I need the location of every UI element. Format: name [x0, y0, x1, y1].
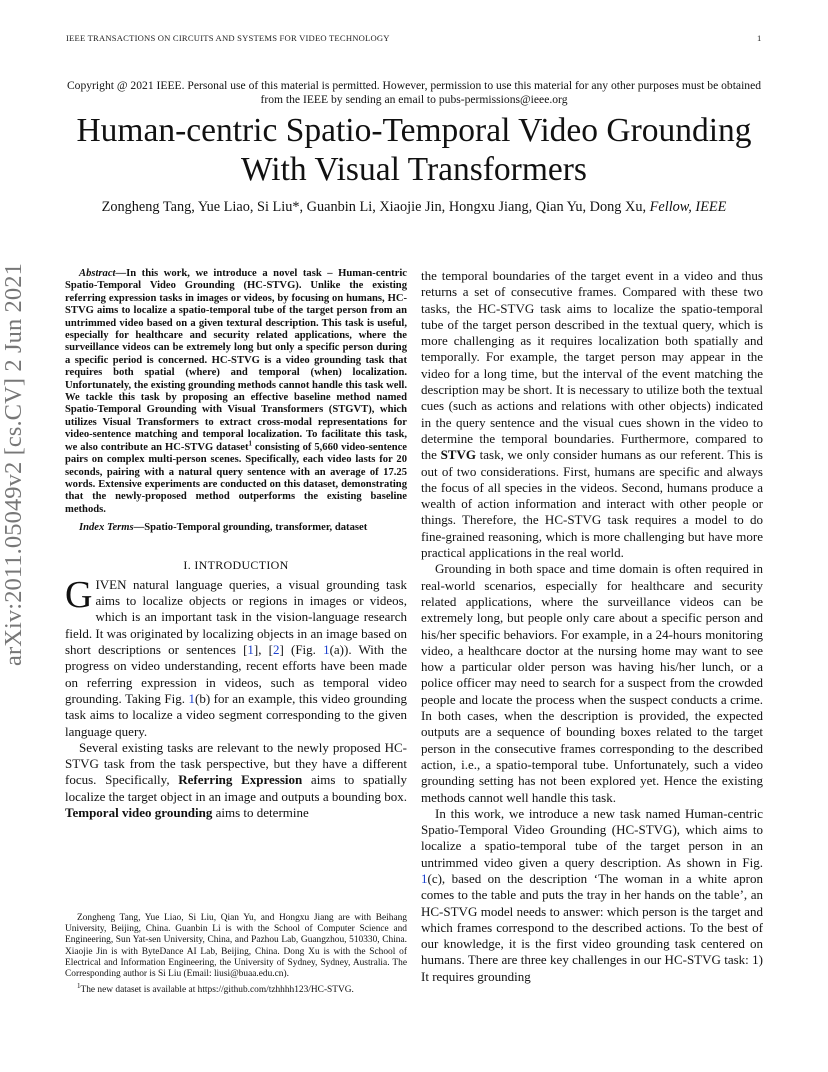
right-paragraph-1	[421, 268, 763, 561]
bold-term: STVG	[440, 447, 476, 463]
right-column	[421, 268, 763, 985]
abstract-text-end: consisting of 5,660 video-sentence pairs on complex multi-person scenes. Specifically, each video lasts for 20 seconds, pairing with a natural query sentence with an average of 17.25 words. Extensive experiments are conducted on this dataset, demonstrating that the newly-proposed method outperforms the existing baseline methods.	[65, 441, 407, 515]
citation-link[interactable]: 1	[247, 642, 254, 658]
body-text: the temporal boundaries of the target event in a video and thus returns a set of consecutive frames. Compared with these two tasks, the HC-STVG task aims to localize the spatio-temporal tube of the target person described in the textual query, which is more challenging as it requires localization both spatially and temporally. For example, the target person may appear in the video for a long time, but the interval of the event matching the description may be short. It is necessary to utilize both the textual cues (such as actions and relations with other objects) indicated in the query sentence and the visual cues shown in the video to determine the temporal boundaries. Furthermore, compared to the	[421, 268, 763, 463]
footnote-text: The new dataset is available at https://github.com/tzhhhh123/HC-STVG.	[80, 985, 354, 996]
footnote-marker[interactable]: 1	[248, 439, 253, 448]
abstract	[65, 268, 407, 516]
index-terms	[65, 522, 407, 534]
figure-link[interactable]: 1	[323, 642, 330, 658]
author-fellow: Fellow, IEEE	[649, 199, 727, 215]
intro-text: ], [	[253, 642, 273, 658]
right-paragraph-3	[421, 806, 763, 985]
page-number: 1	[757, 33, 762, 43]
copyright-notice: Copyright @ 2021 IEEE. Personal use of this material is permitted. However, permission to use this material for any other purposes must be obtained from the IEEE by sending an email to pubs-permissions@ieee.org	[66, 79, 762, 106]
running-header: IEEE TRANSACTIONS ON CIRCUITS AND SYSTEMS FOR VIDEO TECHNOLOGY	[66, 33, 390, 43]
intro-text: (b) for an example, this video grounding task aims to localize a video segment corresponding to the given language query.	[65, 690, 407, 739]
citation-link[interactable]: 2	[273, 642, 280, 658]
intro-paragraph-1	[65, 573, 407, 740]
intro-text: IVEN natural language queries, a visual grounding task aims to localize objects or regions in images or videos, which is an important task in the vision-language research field. It was originated by localizing objects in an image based on short descriptions or sentences [	[65, 576, 407, 658]
left-column	[65, 268, 407, 821]
author-list	[40, 199, 788, 216]
dataset-footnote	[65, 982, 407, 996]
index-terms-label: Index Terms	[79, 522, 134, 534]
drop-cap: G	[65, 573, 93, 616]
figure-link[interactable]: 1	[421, 870, 428, 886]
body-text: In this work, we introduce a new task named Human-centric Spatio-Temporal Video Grounding (HC-STVG), which aims to localize a spatio-temporal tube of the target person in an untrimmed video given a query description. As shown in Fig.	[421, 805, 763, 870]
arxiv-stamp: arXiv:2011.05049v2 [cs.CV] 2 Jun 2021	[0, 263, 27, 666]
index-terms-text: —Spatio-Temporal grounding, transformer, dataset	[133, 522, 368, 534]
bold-term: Temporal video grounding	[65, 804, 213, 820]
bold-term: Referring Expression	[178, 772, 303, 788]
intro-text: ] (Fig.	[279, 642, 324, 658]
footnote-number: 1	[77, 982, 81, 991]
abstract-label: Abstract	[79, 268, 116, 279]
footnotes	[65, 913, 407, 996]
figure-link[interactable]: 1	[188, 690, 195, 706]
body-text: (c), based on the description ‘The woman in a white apron comes to the table and puts the tray in her hands on the table’, an HC-STVG model needs to answer: which person is the target and which frames correspond to the described actions. To the best of our knowledge, it is the first video grounding task centered on humans. There are three key challenges in our HC-STVG task: 1) It requires grounding	[421, 870, 763, 984]
paper-title: Human-centric Spatio-Temporal Video Grounding With Visual Transformers	[76, 112, 752, 188]
intro-text: Several existing tasks are relevant to the newly proposed HC-STVG task from the task perspective, but they have a different focus. Specifically,	[65, 739, 407, 788]
body-text: task, we only consider humans as our referent. This is out of two considerations. First, humans are specific and always the focus of all species in the videos. Second, humans produce a wealth of action information and interact with other people or things. Therefore, the HC-STVG task requires a model to do fine-grained reasoning, which is more challenging but have more practical applications in the real world.	[421, 447, 763, 561]
intro-paragraph-2	[65, 740, 407, 821]
author-names: Zongheng Tang, Yue Liao, Si Liu*, Guanbin Li, Xiaojie Jin, Hongxu Jiang, Qian Yu, Dong Xu,	[101, 199, 647, 215]
intro-text: aims to spatially localize the target object in an image and outputs a bounding box.	[65, 772, 407, 804]
abstract-text: —In this work, we introduce a novel task – Human-centric Spatio-Temporal Video Grounding (HC-STVG). Unlike the existing referring expression tasks in images or videos, by focusing on humans, HC-STVG aims to localize a spatio-temporal tube of the target person from an untrimmed video based on a given textural description. This task is useful, especially for healthcare and security related applications, where the surveillance videos can be extremely long but only a specific person during a specific period is concerned. HC-STVG is a video grounding task that requires both spatial (where) and temporal (when) localization. Unfortunately, the existing grounding methods cannot handle this task well. We tackle this task by proposing an effective baseline method named Spatio-Temporal Grounding with Visual Transformers (STGVT), which utilizes Visual Transformers to extract cross-modal representations for video-sentence matching and temporal localization. To facilitate this task, we also contribute an HC-STVG dataset	[65, 268, 407, 453]
section-heading: I. INTRODUCTION	[183, 557, 289, 572]
intro-text: aims to determine	[212, 804, 309, 820]
affiliation-note: Zongheng Tang, Yue Liao, Si Liu, Qian Yu, and Hongxu Jiang are with Beihang University, Beijing, China. Guanbin Li is with the School of Computer Science and Engineering, Sun Yat-sen University, China, and Pazhou Lab, Guangzhou, 510330, China. Xiaojie Jin is with ByteDance AI Lab, Beijing, China. Dong Xu is with the School of Electrical and Information Engineering, the University of Sydney, Sydney, Australia. The Corresponding author is Si Liu (Email: liusi@buaa.edu.cn).	[65, 913, 407, 980]
right-paragraph-2: Grounding in both space and time domain is often required in real-world scenarios, especially for healthcare and security related applications, where the surveillance videos can be extremely long, but people only care about a specific person and his/her specific behaviors. For example, in a 24-hours monitoring video, a healthcare doctor at the nursing home may want to see how a particular older person was having his/her lunch, or a police officer may need to search for a suspect from the crowded people and locate the process when the suspect conducts a crime. In both cases, when the description is provided, the expected outputs are a sequence of bounding boxes related to the target person in the consecutive frames corresponding to the described action, i.e., a spatio-temporal tube. Unfortunately, such a video grounding setting has not been explored yet. Hence the existing methods cannot well handle this task.	[421, 561, 763, 805]
intro-text: (a)). With the progress on video understanding, recent efforts have been made on referring expression in videos, such as temporal video grounding. Taking Fig.	[65, 642, 407, 706]
